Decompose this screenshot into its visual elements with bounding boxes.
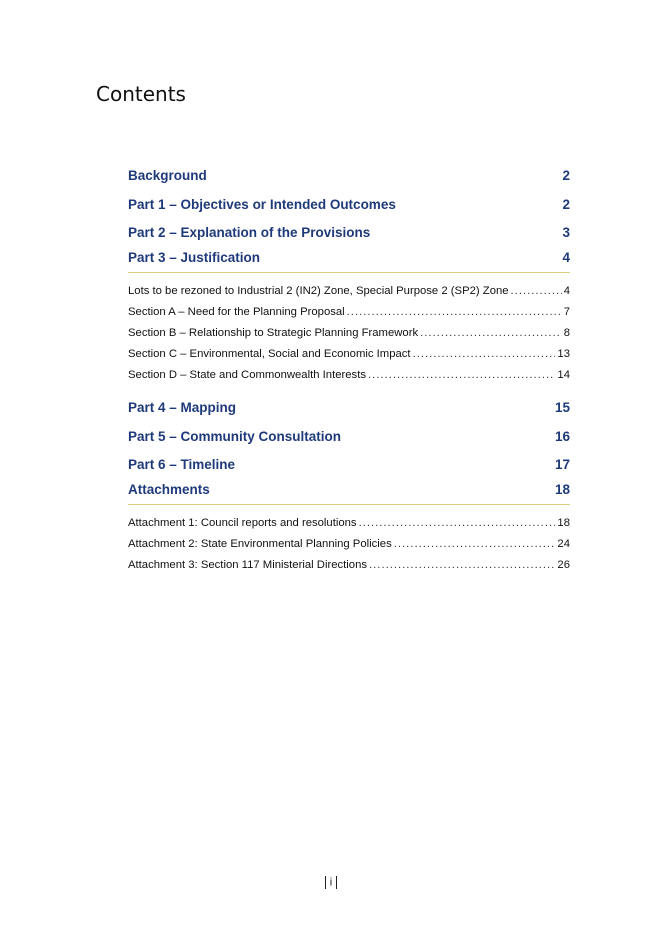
toc-heading-row[interactable] — [128, 162, 570, 191]
dot-leader — [359, 513, 556, 534]
toc-subentry-label: Lots to be rezoned to Industrial 2 (IN2) Zone, Special Purpose 2 (SP2) Zone — [128, 284, 509, 297]
dot-leader — [413, 344, 556, 365]
toc-heading-page: 2 — [562, 168, 570, 183]
toc-heading-page: 3 — [562, 225, 570, 241]
toc-subentry-page: 26 — [557, 558, 570, 571]
dot-leader — [347, 302, 562, 323]
toc-heading-page: 18 — [554, 481, 570, 497]
toc-subentry-row[interactable] — [128, 365, 570, 386]
dot-leader — [368, 365, 555, 386]
toc-heading-label: Background — [128, 168, 207, 183]
toc-heading-row[interactable] — [128, 394, 570, 423]
dot-leader — [511, 281, 562, 302]
dot-leader — [394, 534, 556, 555]
toc-subentry-label: Section A – Need for the Planning Proposal — [128, 305, 345, 318]
page-footer — [0, 876, 662, 889]
toc-heading-label: Part 2 – Explanation of the Provisions — [128, 225, 371, 241]
toc-subentry-page: 4 — [563, 284, 570, 297]
toc-subentry-page: 14 — [557, 368, 570, 381]
toc-heading-row[interactable] — [128, 219, 570, 248]
toc-subentry-row[interactable] — [128, 302, 570, 323]
toc-heading-label: Part 5 – Community Consultation — [128, 428, 342, 444]
toc-heading-page: 15 — [554, 400, 570, 415]
toc-subentry-label: Attachment 1: Council reports and resolutions — [128, 516, 357, 529]
toc-heading-row[interactable] — [128, 451, 570, 480]
divider — [325, 876, 326, 889]
toc-group-2 — [128, 394, 570, 576]
toc-heading-row[interactable] — [128, 423, 570, 452]
dot-leader — [420, 323, 562, 344]
toc-subentry-label: Attachment 2: State Environmental Planning Policies — [128, 537, 392, 550]
toc-heading-label: Part 3 – Justification — [128, 249, 261, 265]
toc-subentry-label: Section C – Environmental, Social and Economic Impact — [128, 347, 411, 360]
toc-subentry-label: Section B – Relationship to Strategic Planning Framework — [128, 326, 419, 339]
toc-subentry-row[interactable] — [128, 534, 570, 555]
toc-heading-row[interactable] — [128, 480, 570, 505]
toc-heading-page: 17 — [554, 457, 570, 473]
toc-subentry-row[interactable] — [128, 513, 570, 534]
toc-group-1 — [128, 162, 570, 386]
toc-heading-label: Attachments — [128, 481, 210, 497]
divider — [336, 876, 337, 889]
toc-subentry-page: 18 — [557, 516, 570, 529]
toc-subentry-page: 7 — [563, 305, 570, 318]
toc-subentry-row[interactable] — [128, 344, 570, 365]
toc-heading-label: Part 6 – Timeline — [128, 457, 236, 473]
toc-subentry-row[interactable] — [128, 281, 570, 302]
toc-subentry-label: Attachment 3: Section 117 Ministerial Directions — [128, 558, 368, 571]
toc-subentry-label: Section D – State and Commonwealth Interests — [128, 368, 366, 381]
toc-subentry-page: 13 — [557, 347, 570, 360]
toc-heading-label: Part 4 – Mapping — [128, 400, 237, 415]
toc-heading-page: 16 — [554, 428, 570, 444]
toc-subentry-row[interactable] — [128, 323, 570, 344]
toc-subentry-page: 8 — [563, 326, 570, 339]
toc-heading-row[interactable] — [128, 191, 570, 220]
toc-subentry-page: 24 — [557, 537, 570, 550]
toc-heading-row[interactable] — [128, 248, 570, 273]
toc-subentry-row[interactable] — [128, 555, 570, 576]
page-number: i — [329, 876, 333, 889]
toc-heading-page: 4 — [562, 249, 570, 265]
page-title: Contents — [96, 82, 186, 106]
toc-heading-page: 2 — [562, 196, 570, 212]
dot-leader — [369, 555, 555, 576]
toc-heading-label: Part 1 – Objectives or Intended Outcomes — [128, 196, 396, 212]
